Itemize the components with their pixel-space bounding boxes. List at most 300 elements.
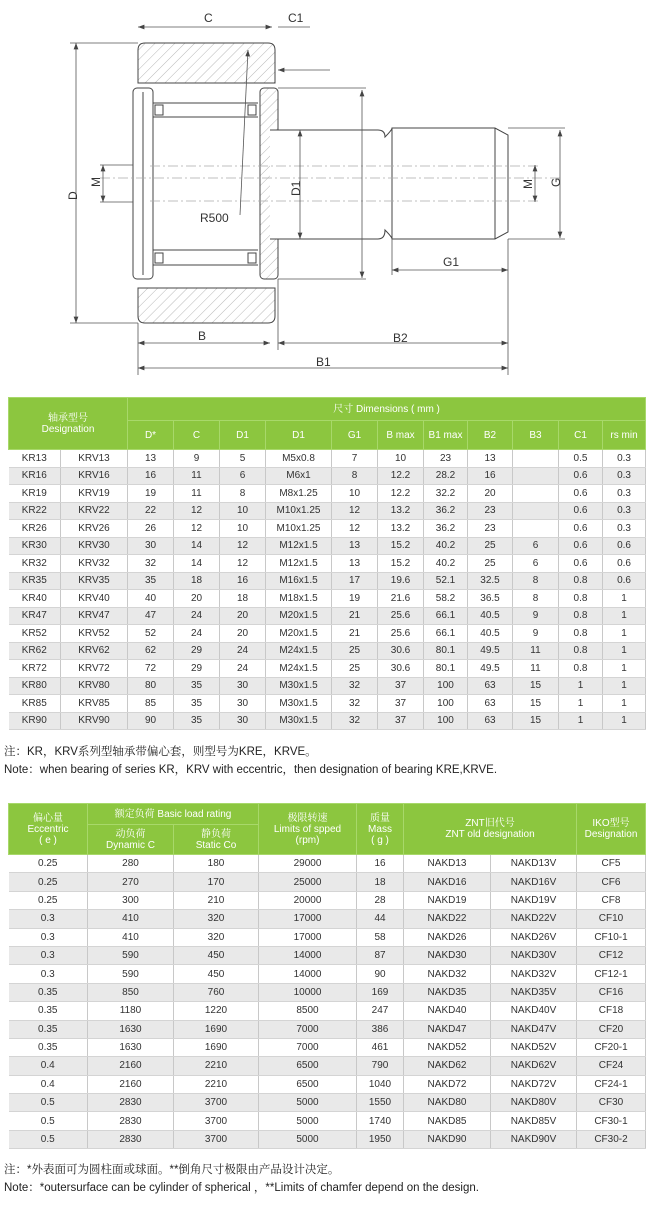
table-cell: 210 bbox=[174, 891, 259, 909]
table-cell: 12 bbox=[220, 537, 266, 555]
table-cell: 8 bbox=[513, 572, 559, 590]
table-cell: 23 bbox=[424, 450, 468, 468]
table-cell: CF16 bbox=[577, 983, 646, 1001]
table-cell: KRV13 bbox=[61, 450, 128, 468]
table-cell: 6500 bbox=[259, 1057, 357, 1075]
table-cell: NAKD35 bbox=[404, 983, 491, 1001]
table-cell: M30x1.5 bbox=[266, 677, 332, 695]
table-cell: 12.2 bbox=[378, 485, 424, 503]
table-cell: NAKD85 bbox=[404, 1112, 491, 1130]
table-cell: KR16 bbox=[9, 467, 61, 485]
table-cell: 2830 bbox=[88, 1130, 174, 1148]
table-cell: M18x1.5 bbox=[266, 590, 332, 608]
table-cell: 450 bbox=[174, 946, 259, 964]
table-cell: 87 bbox=[357, 946, 404, 964]
table-cell: 0.5 bbox=[9, 1094, 88, 1112]
label-m-right: M bbox=[521, 179, 535, 189]
table-cell: 1 bbox=[603, 642, 646, 660]
table-cell: M10x1.25 bbox=[266, 520, 332, 538]
table-cell: CF12-1 bbox=[577, 965, 646, 983]
table-cell: 11 bbox=[174, 467, 220, 485]
table-cell: 10000 bbox=[259, 983, 357, 1001]
table-cell: 0.6 bbox=[559, 467, 603, 485]
table-row bbox=[9, 695, 646, 713]
table-cell: M30x1.5 bbox=[266, 695, 332, 713]
table-cell: 30 bbox=[220, 712, 266, 730]
table-cell: 24 bbox=[174, 607, 220, 625]
table-cell: 16 bbox=[357, 855, 404, 873]
table-cell: CF8 bbox=[577, 891, 646, 909]
table-cell: 7 bbox=[332, 450, 378, 468]
table-cell: 0.6 bbox=[603, 572, 646, 590]
table-cell: 0.8 bbox=[559, 590, 603, 608]
table-cell: 15.2 bbox=[378, 555, 424, 573]
table-row bbox=[9, 607, 646, 625]
table-cell: 36.2 bbox=[424, 502, 468, 520]
column-header: D1 bbox=[220, 421, 266, 450]
table-cell: NAKD52 bbox=[404, 1038, 491, 1056]
table-cell: 0.6 bbox=[603, 537, 646, 555]
table-cell: NAKD22V bbox=[491, 910, 577, 928]
table-cell: M30x1.5 bbox=[266, 712, 332, 730]
table-cell: 1 bbox=[603, 677, 646, 695]
table-row bbox=[9, 1094, 646, 1112]
table-cell: 80.1 bbox=[424, 660, 468, 678]
column-header: rs min bbox=[603, 421, 646, 450]
table-cell: 410 bbox=[88, 928, 174, 946]
table-cell: 13.2 bbox=[378, 520, 424, 538]
table-cell: 13 bbox=[332, 537, 378, 555]
table-cell: KRV80 bbox=[61, 677, 128, 695]
table-cell: KRV22 bbox=[61, 502, 128, 520]
table-cell: 0.8 bbox=[559, 572, 603, 590]
table-cell: 17000 bbox=[259, 928, 357, 946]
table-cell: 37 bbox=[378, 695, 424, 713]
table-row bbox=[9, 590, 646, 608]
table-cell: 1740 bbox=[357, 1112, 404, 1130]
table-cell: 13 bbox=[468, 450, 513, 468]
table-cell: 6500 bbox=[259, 1075, 357, 1093]
table-cell: 26 bbox=[128, 520, 174, 538]
table-cell: 18 bbox=[174, 572, 220, 590]
table-cell: NAKD22 bbox=[404, 910, 491, 928]
table-cell: KRV47 bbox=[61, 607, 128, 625]
table-cell: 21 bbox=[332, 625, 378, 643]
table-cell: KR26 bbox=[9, 520, 61, 538]
table-row bbox=[9, 1112, 646, 1130]
table-row bbox=[9, 450, 646, 468]
table-cell: CF30-1 bbox=[577, 1112, 646, 1130]
table-cell: 169 bbox=[357, 983, 404, 1001]
table-cell: 0.5 bbox=[559, 450, 603, 468]
label-d: D bbox=[66, 191, 80, 200]
table-cell: CF10-1 bbox=[577, 928, 646, 946]
mass-header: 质量 Mass ( g ) bbox=[357, 804, 404, 855]
table-cell: 15 bbox=[513, 695, 559, 713]
table-row bbox=[9, 891, 646, 909]
table-cell: 35 bbox=[128, 572, 174, 590]
table-cell: CF18 bbox=[577, 1002, 646, 1020]
table-cell: 10 bbox=[378, 450, 424, 468]
table-cell: 590 bbox=[88, 946, 174, 964]
table-cell: 0.3 bbox=[9, 965, 88, 983]
table-cell: 5000 bbox=[259, 1112, 357, 1130]
table-row bbox=[9, 855, 646, 873]
table-cell: CF24-1 bbox=[577, 1075, 646, 1093]
table-cell: 1950 bbox=[357, 1130, 404, 1148]
table-cell: 0.4 bbox=[9, 1057, 88, 1075]
table-cell: 47 bbox=[128, 607, 174, 625]
table-cell: 5 bbox=[220, 450, 266, 468]
table-cell: 1040 bbox=[357, 1075, 404, 1093]
table-cell: KRV52 bbox=[61, 625, 128, 643]
table-cell: 29 bbox=[174, 660, 220, 678]
table-cell: 1 bbox=[603, 625, 646, 643]
table-cell: CF5 bbox=[577, 855, 646, 873]
table-cell: 12 bbox=[332, 502, 378, 520]
table-cell: 29000 bbox=[259, 855, 357, 873]
label-d1: D1 bbox=[289, 180, 303, 196]
table-cell: 1220 bbox=[174, 1002, 259, 1020]
table-cell: 1630 bbox=[88, 1038, 174, 1056]
table-cell: 0.5 bbox=[9, 1112, 88, 1130]
table-cell: NAKD26V bbox=[491, 928, 577, 946]
table-cell: 790 bbox=[357, 1057, 404, 1075]
table-cell: NAKD30V bbox=[491, 946, 577, 964]
eccentric-header: 偏心量 Eccentric ( e ) bbox=[9, 804, 88, 855]
table-cell: 100 bbox=[424, 677, 468, 695]
table-cell: 0.3 bbox=[603, 467, 646, 485]
table-cell: 35 bbox=[174, 712, 220, 730]
table-cell: 0.8 bbox=[559, 607, 603, 625]
table-cell: 16 bbox=[128, 467, 174, 485]
table-cell bbox=[513, 485, 559, 503]
table-cell: 35 bbox=[174, 695, 220, 713]
table-cell: KRV90 bbox=[61, 712, 128, 730]
table-cell: M5x0.8 bbox=[266, 450, 332, 468]
note-1-cn: 注：KR，KRV系列型轴承带偏心套，则型号为KRE，KRVE。 bbox=[4, 746, 317, 758]
table-cell: 300 bbox=[88, 891, 174, 909]
table-cell: 11 bbox=[174, 485, 220, 503]
table-row bbox=[9, 965, 646, 983]
table-cell: 36.5 bbox=[468, 590, 513, 608]
label-b1: B1 bbox=[316, 355, 331, 369]
table-row bbox=[9, 572, 646, 590]
table-cell: 11 bbox=[513, 660, 559, 678]
table-row bbox=[9, 1057, 646, 1075]
table-cell: 320 bbox=[174, 910, 259, 928]
table-cell: 1690 bbox=[174, 1038, 259, 1056]
table-row bbox=[9, 983, 646, 1001]
column-header: D1 bbox=[266, 421, 332, 450]
table-cell: 1550 bbox=[357, 1094, 404, 1112]
table-cell: 8 bbox=[220, 485, 266, 503]
table-cell: KRV26 bbox=[61, 520, 128, 538]
table-cell: NAKD72V bbox=[491, 1075, 577, 1093]
table-cell: 24 bbox=[220, 660, 266, 678]
table-cell: KR62 bbox=[9, 642, 61, 660]
table-cell: 40 bbox=[128, 590, 174, 608]
table-cell: KR52 bbox=[9, 625, 61, 643]
table-cell: 450 bbox=[174, 965, 259, 983]
table-cell: 18 bbox=[220, 590, 266, 608]
table-cell: 0.6 bbox=[559, 555, 603, 573]
table-cell: 320 bbox=[174, 928, 259, 946]
table-cell: CF20 bbox=[577, 1020, 646, 1038]
table-cell: 24 bbox=[220, 642, 266, 660]
column-header: C bbox=[174, 421, 220, 450]
table-cell: 21 bbox=[332, 607, 378, 625]
table-cell: M24x1.5 bbox=[266, 642, 332, 660]
table-cell: KRV62 bbox=[61, 642, 128, 660]
table-cell: 49.5 bbox=[468, 660, 513, 678]
table-cell: 62 bbox=[128, 642, 174, 660]
table-cell: 0.3 bbox=[603, 520, 646, 538]
table-cell: 13 bbox=[332, 555, 378, 573]
table-cell: 1 bbox=[603, 607, 646, 625]
table-cell: 25.6 bbox=[378, 625, 424, 643]
table-cell: 14 bbox=[174, 537, 220, 555]
table-cell: 58.2 bbox=[424, 590, 468, 608]
table-cell: 13 bbox=[128, 450, 174, 468]
table-cell: 23 bbox=[468, 502, 513, 520]
table-cell: 280 bbox=[88, 855, 174, 873]
table-cell: 15 bbox=[513, 677, 559, 695]
table-cell: 461 bbox=[357, 1038, 404, 1056]
table-cell: 30.6 bbox=[378, 660, 424, 678]
table-cell: 66.1 bbox=[424, 607, 468, 625]
table-cell: KR72 bbox=[9, 660, 61, 678]
outer-ring bbox=[138, 43, 275, 83]
table-cell: 32.2 bbox=[424, 485, 468, 503]
table-cell: 0.6 bbox=[559, 520, 603, 538]
column-header: B1 max bbox=[424, 421, 468, 450]
table-cell bbox=[513, 467, 559, 485]
table-row bbox=[9, 1020, 646, 1038]
table-cell: 2830 bbox=[88, 1094, 174, 1112]
table-cell: 0.25 bbox=[9, 891, 88, 909]
table-cell: KR47 bbox=[9, 607, 61, 625]
table-cell: 9 bbox=[513, 607, 559, 625]
table-cell: 8 bbox=[513, 590, 559, 608]
table-cell: 49.5 bbox=[468, 642, 513, 660]
table-cell: 0.3 bbox=[9, 946, 88, 964]
table-cell: 36.2 bbox=[424, 520, 468, 538]
table-cell: 21.6 bbox=[378, 590, 424, 608]
table-cell: 80.1 bbox=[424, 642, 468, 660]
table-cell: 20 bbox=[220, 625, 266, 643]
dimensions-header: 尺寸 Dimensions ( mm ) bbox=[128, 398, 646, 421]
table-cell: 0.3 bbox=[603, 485, 646, 503]
table-cell: 40.2 bbox=[424, 537, 468, 555]
table-cell: NAKD13 bbox=[404, 855, 491, 873]
bearing-technical-drawing bbox=[0, 0, 650, 385]
column-header: D* bbox=[128, 421, 174, 450]
table-cell: CF24 bbox=[577, 1057, 646, 1075]
table-cell: 32.5 bbox=[468, 572, 513, 590]
table-cell: 25 bbox=[468, 555, 513, 573]
table-cell: 3700 bbox=[174, 1112, 259, 1130]
table-cell: 0.6 bbox=[559, 502, 603, 520]
table-row bbox=[9, 520, 646, 538]
table-cell: M24x1.5 bbox=[266, 660, 332, 678]
table-cell: 1 bbox=[603, 590, 646, 608]
table-row bbox=[9, 642, 646, 660]
speed-header: 极限转速 Limits of spped (rpm) bbox=[259, 804, 357, 855]
table-cell: NAKD80V bbox=[491, 1094, 577, 1112]
designation-header: 轴承型号 Designation bbox=[9, 398, 128, 450]
table-cell: 16 bbox=[468, 467, 513, 485]
table-cell: M20x1.5 bbox=[266, 625, 332, 643]
table-cell: 1180 bbox=[88, 1002, 174, 1020]
table-cell: 7000 bbox=[259, 1020, 357, 1038]
table-cell: 1 bbox=[603, 695, 646, 713]
table-cell: KR32 bbox=[9, 555, 61, 573]
table-cell: KRV16 bbox=[61, 467, 128, 485]
table-cell: 30 bbox=[220, 677, 266, 695]
table-cell: 180 bbox=[174, 855, 259, 873]
table-cell: 85 bbox=[128, 695, 174, 713]
table-cell: NAKD19V bbox=[491, 891, 577, 909]
table-cell: M10x1.25 bbox=[266, 502, 332, 520]
table-cell: KR80 bbox=[9, 677, 61, 695]
table-row bbox=[9, 1075, 646, 1093]
table-cell: 0.35 bbox=[9, 1038, 88, 1056]
table-cell: 1 bbox=[559, 695, 603, 713]
table-cell: 0.6 bbox=[603, 555, 646, 573]
table-cell: NAKD19 bbox=[404, 891, 491, 909]
table-cell: NAKD90V bbox=[491, 1130, 577, 1148]
table-cell: 2210 bbox=[174, 1075, 259, 1093]
table-cell: NAKD16 bbox=[404, 873, 491, 891]
table-row bbox=[9, 1038, 646, 1056]
table-cell: 25 bbox=[468, 537, 513, 555]
table-cell: 80 bbox=[128, 677, 174, 695]
table-cell: 44 bbox=[357, 910, 404, 928]
table-cell: NAKD26 bbox=[404, 928, 491, 946]
table-cell: 3700 bbox=[174, 1130, 259, 1148]
note-2-cn: 注：*外表面可为圆柱面或球面。**倒角尺寸极限由产品设计决定。 bbox=[4, 1164, 340, 1176]
table-cell: NAKD90 bbox=[404, 1130, 491, 1148]
table-cell: 5000 bbox=[259, 1130, 357, 1148]
table-cell: NAKD47V bbox=[491, 1020, 577, 1038]
table-cell: 18 bbox=[357, 873, 404, 891]
table-cell: KRV72 bbox=[61, 660, 128, 678]
table-cell: 0.3 bbox=[603, 502, 646, 520]
table-cell: 20 bbox=[220, 607, 266, 625]
table-cell: M6x1 bbox=[266, 467, 332, 485]
table-cell: KR22 bbox=[9, 502, 61, 520]
table-cell: 6 bbox=[513, 537, 559, 555]
table-cell: 32 bbox=[332, 712, 378, 730]
table-row bbox=[9, 537, 646, 555]
table-cell: CF20-1 bbox=[577, 1038, 646, 1056]
table-cell: 32 bbox=[128, 555, 174, 573]
table-cell bbox=[513, 520, 559, 538]
table-cell: 0.8 bbox=[559, 642, 603, 660]
table-cell: NAKD62 bbox=[404, 1057, 491, 1075]
table-cell: KR30 bbox=[9, 537, 61, 555]
table-row bbox=[9, 677, 646, 695]
table-cell: M8x1.25 bbox=[266, 485, 332, 503]
table-cell: 10 bbox=[220, 520, 266, 538]
label-b2: B2 bbox=[393, 331, 408, 345]
table-cell: 52.1 bbox=[424, 572, 468, 590]
table-cell: 14000 bbox=[259, 946, 357, 964]
table-cell: 8500 bbox=[259, 1002, 357, 1020]
label-g1: G1 bbox=[443, 255, 460, 269]
table-cell: KR40 bbox=[9, 590, 61, 608]
table-cell: 0.8 bbox=[559, 625, 603, 643]
table-cell: 0.6 bbox=[559, 537, 603, 555]
label-m-left: M bbox=[89, 177, 103, 187]
table-cell: 0.6 bbox=[559, 485, 603, 503]
table-cell: 0.35 bbox=[9, 1020, 88, 1038]
table-cell: 30.6 bbox=[378, 642, 424, 660]
table-cell: 25 bbox=[332, 660, 378, 678]
table-cell: 270 bbox=[88, 873, 174, 891]
label-g: G bbox=[549, 177, 563, 187]
table-cell: 15 bbox=[513, 712, 559, 730]
table-row bbox=[9, 502, 646, 520]
dynamic-header: 动负荷 Dynamic C bbox=[88, 825, 174, 855]
table-cell: 850 bbox=[88, 983, 174, 1001]
table-cell: 6 bbox=[513, 555, 559, 573]
table-cell: 8 bbox=[332, 467, 378, 485]
table-cell: KRV19 bbox=[61, 485, 128, 503]
column-header: G1 bbox=[332, 421, 378, 450]
table-cell: 14 bbox=[174, 555, 220, 573]
table-cell: 28 bbox=[357, 891, 404, 909]
static-header: 静负荷 Static Co bbox=[174, 825, 259, 855]
table-cell: 1 bbox=[603, 712, 646, 730]
table-cell: 30 bbox=[220, 695, 266, 713]
table-cell: NAKD40 bbox=[404, 1002, 491, 1020]
table-cell: 9 bbox=[513, 625, 559, 643]
table-cell: 247 bbox=[357, 1002, 404, 1020]
table-cell: NAKD16V bbox=[491, 873, 577, 891]
table-cell: 0.25 bbox=[9, 855, 88, 873]
table-cell: 40.5 bbox=[468, 625, 513, 643]
table-cell: NAKD13V bbox=[491, 855, 577, 873]
table-cell: CF12 bbox=[577, 946, 646, 964]
table-cell: 20 bbox=[174, 590, 220, 608]
table-cell: 72 bbox=[128, 660, 174, 678]
table-row bbox=[9, 485, 646, 503]
table-cell: KRV40 bbox=[61, 590, 128, 608]
table-cell: 15.2 bbox=[378, 537, 424, 555]
table-cell: 12 bbox=[174, 502, 220, 520]
table-cell: 37 bbox=[378, 677, 424, 695]
table-cell: KR13 bbox=[9, 450, 61, 468]
table-cell: NAKD85V bbox=[491, 1112, 577, 1130]
table-cell: 19 bbox=[128, 485, 174, 503]
table-cell: 40.2 bbox=[424, 555, 468, 573]
table-cell: 590 bbox=[88, 965, 174, 983]
table-cell: 66.1 bbox=[424, 625, 468, 643]
table-cell: 23 bbox=[468, 520, 513, 538]
label-b: B bbox=[198, 329, 207, 343]
table-cell: 1690 bbox=[174, 1020, 259, 1038]
table-cell: CF30 bbox=[577, 1094, 646, 1112]
table-cell: KRV32 bbox=[61, 555, 128, 573]
table-cell: 1 bbox=[603, 660, 646, 678]
table-cell: M20x1.5 bbox=[266, 607, 332, 625]
table-cell: 170 bbox=[174, 873, 259, 891]
table-cell: NAKD35V bbox=[491, 983, 577, 1001]
table-cell: KRV35 bbox=[61, 572, 128, 590]
table-cell: KR85 bbox=[9, 695, 61, 713]
